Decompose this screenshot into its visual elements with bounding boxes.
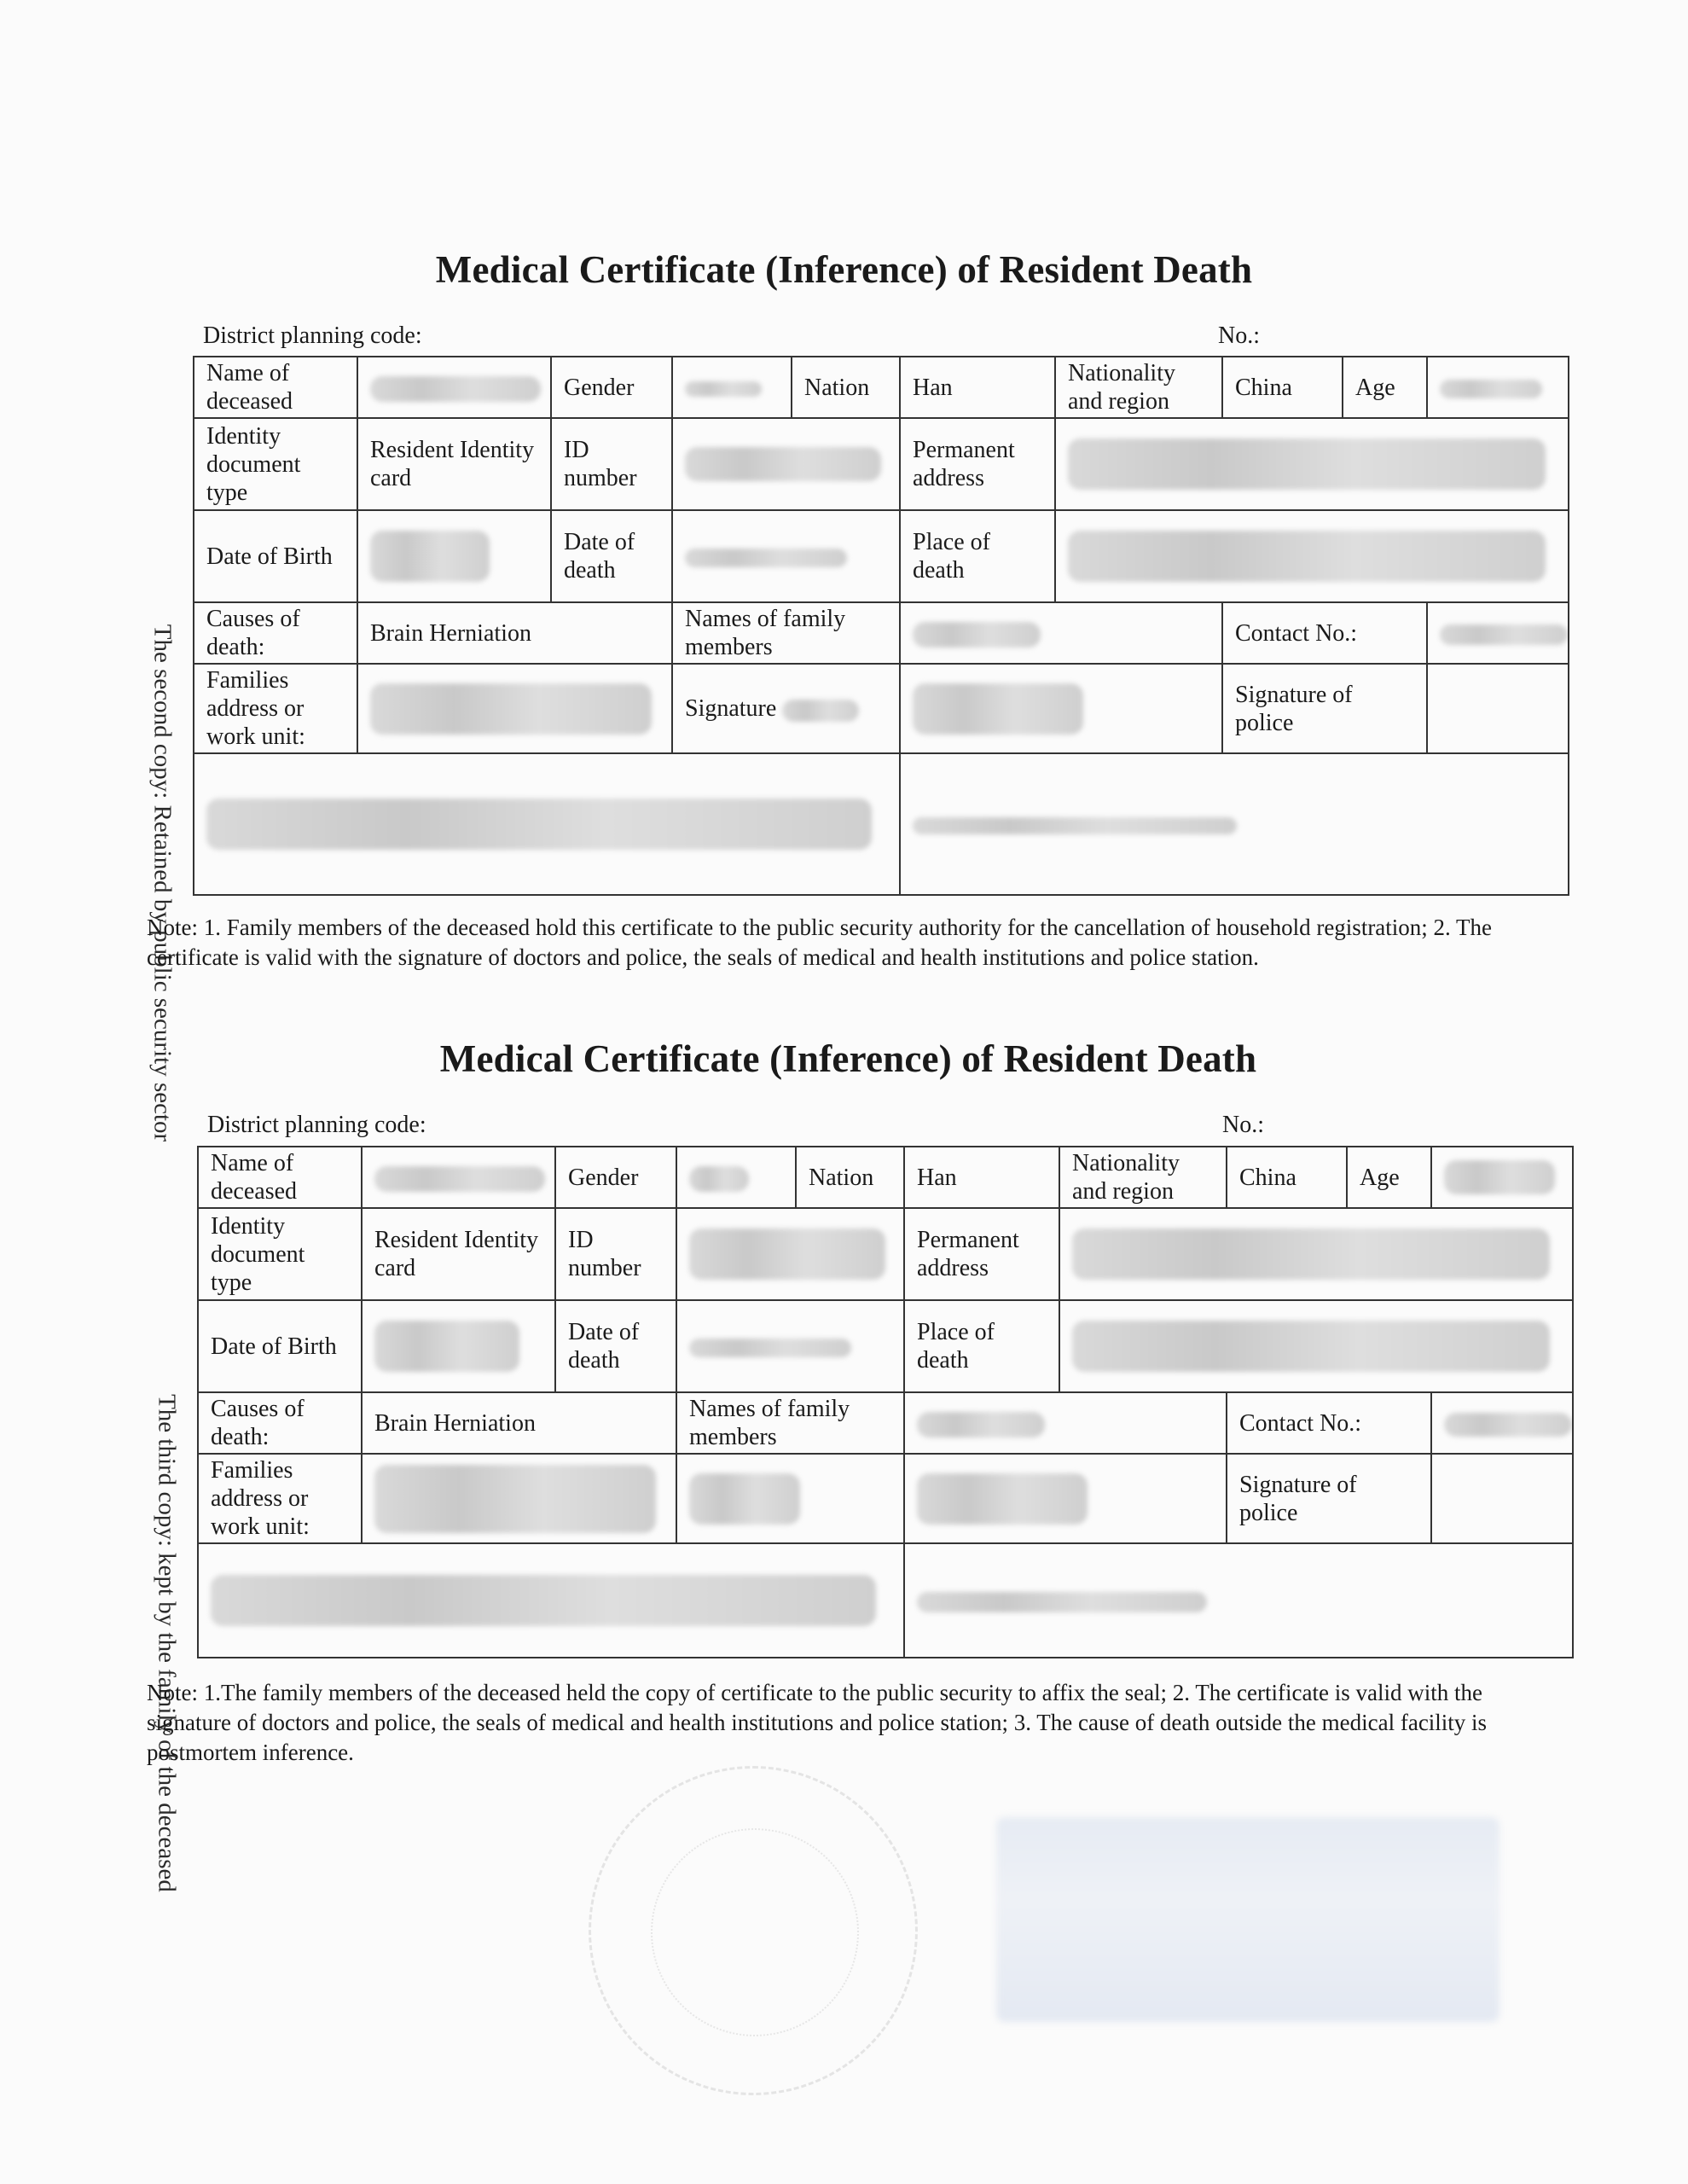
causes-of-death-value: Brain Herniation: [362, 1392, 676, 1454]
dob-redacted: [362, 1300, 555, 1392]
permanent-address-label: Permanent address: [900, 418, 1055, 510]
signature-police-label: Signature of police: [1222, 664, 1427, 753]
seal-area: [904, 1543, 1573, 1658]
place-of-death-label: Place of death: [904, 1300, 1059, 1392]
id-number-label: ID number: [551, 418, 672, 510]
date-of-death-redacted: [676, 1300, 904, 1392]
signature-police-value: [1431, 1454, 1573, 1543]
place-of-death-redacted: [1059, 1300, 1573, 1392]
families-address-label: Families address or work unit:: [194, 664, 357, 753]
name-value-redacted: [357, 357, 551, 418]
nationality-label: Nationality and region: [1055, 357, 1222, 418]
causes-of-death-value: Brain Herniation: [357, 602, 672, 664]
contact-label: Contact No.:: [1227, 1392, 1431, 1454]
age-value-redacted: [1431, 1147, 1573, 1208]
permanent-address-redacted: [1055, 418, 1569, 510]
nation-value: Han: [904, 1147, 1059, 1208]
family-names-redacted: [900, 602, 1222, 664]
nationality-value: China: [1227, 1147, 1347, 1208]
family-names-redacted: [904, 1392, 1227, 1454]
causes-of-death-label: Causes of death:: [194, 602, 357, 664]
id-number-redacted: [676, 1208, 904, 1300]
nation-value: Han: [900, 357, 1055, 418]
seal-area: [900, 753, 1569, 895]
signature-redacted: [900, 664, 1222, 753]
families-address-redacted: [362, 1454, 676, 1543]
date-of-death-redacted: [672, 510, 900, 602]
district-planning-code-label: District planning code:: [207, 1112, 426, 1138]
nation-label: Nation: [796, 1147, 904, 1208]
age-value-redacted: [1427, 357, 1569, 418]
name-label: Name of deceased: [194, 357, 357, 418]
certificate-note: Note: 1. Family members of the deceased hold this certificate to the public security authority for the cancellation of household registration; 2. The certificate is valid with the signature of doctors and police, the seals of medical and health institutions and police station.: [147, 915, 1493, 970]
age-label: Age: [1347, 1147, 1431, 1208]
extra-area-redacted: [194, 753, 900, 895]
place-of-death-label: Place of death: [900, 510, 1055, 602]
signature-label: Signature: [672, 664, 900, 753]
certificate-number-label: No.:: [1222, 1112, 1264, 1138]
extra-area-redacted: [198, 1543, 904, 1658]
family-names-label: Names of family members: [672, 602, 900, 664]
causes-of-death-label: Causes of death:: [198, 1392, 362, 1454]
district-planning-code-label: District planning code:: [203, 322, 422, 349]
embossed-notary-seal: [589, 1766, 918, 2095]
dob-label: Date of Birth: [198, 1300, 362, 1392]
signature-police-value: [1427, 664, 1569, 753]
signature-redacted: [904, 1454, 1227, 1543]
id-doc-type-value: Resident Identity card: [362, 1208, 555, 1300]
contact-label: Contact No.:: [1222, 602, 1427, 664]
certificate-table: [197, 1146, 1574, 1658]
id-number-redacted: [672, 418, 900, 510]
gender-label: Gender: [555, 1147, 676, 1208]
id-doc-type-value: Resident Identity card: [357, 418, 551, 510]
date-of-death-label: Date of death: [555, 1300, 676, 1392]
certificate-table: [193, 356, 1569, 896]
id-doc-type-label: Identity document type: [198, 1208, 362, 1300]
nationality-label: Nationality and region: [1059, 1147, 1227, 1208]
dob-label: Date of Birth: [194, 510, 357, 602]
gender-value-redacted: [676, 1147, 796, 1208]
id-doc-type-label: Identity document type: [194, 418, 357, 510]
contact-redacted: [1427, 602, 1569, 664]
permanent-address-redacted: [1059, 1208, 1573, 1300]
certificate-title: Medical Certificate (Inference) of Resident Death: [435, 248, 1253, 291]
families-address-redacted: [357, 664, 672, 753]
place-of-death-redacted: [1055, 510, 1569, 602]
date-of-death-label: Date of death: [551, 510, 672, 602]
contact-redacted: [1431, 1392, 1573, 1454]
name-label: Name of deceased: [198, 1147, 362, 1208]
redacted-stamp-block: [996, 1817, 1499, 2022]
signature-area-redacted: [676, 1454, 904, 1543]
gender-value-redacted: [672, 357, 792, 418]
gender-label: Gender: [551, 357, 672, 418]
name-value-redacted: [362, 1147, 555, 1208]
certificate-note: Note: 1.The family members of the deceased held the copy of certificate to the public security to affix the seal; 2. The certificate is valid with the signature of doctors and police, the seals of medical and health institutions and police station; 3. The cause of death outside the medical facility is postmortem inference.: [147, 1680, 1488, 1765]
nationality-value: China: [1222, 357, 1343, 418]
id-number-label: ID number: [555, 1208, 676, 1300]
signature-police-label: Signature of police: [1227, 1454, 1431, 1543]
family-names-label: Names of family members: [676, 1392, 904, 1454]
certificate-number-label: No.:: [1218, 322, 1260, 349]
dob-redacted: [357, 510, 551, 602]
nation-label: Nation: [792, 357, 900, 418]
age-label: Age: [1343, 357, 1427, 418]
permanent-address-label: Permanent address: [904, 1208, 1059, 1300]
certificate-title: Medical Certificate (Inference) of Resident Death: [439, 1037, 1257, 1080]
families-address-label: Families address or work unit:: [198, 1454, 362, 1543]
